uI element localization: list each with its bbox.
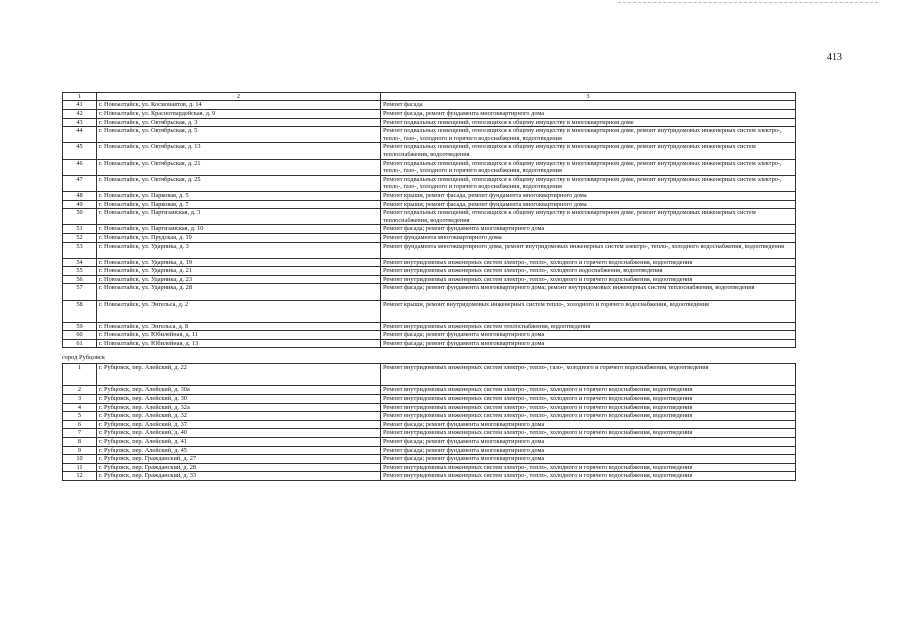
row-number: 56 xyxy=(63,275,97,284)
row-number: 60 xyxy=(63,331,97,340)
row-work: Ремонт внутридомовых инженерных систем электро-, тепло-, холодного и горячего водоснабжения, водоотведения xyxy=(381,412,796,421)
table-row xyxy=(63,322,796,331)
row-work: Ремонт крыши, ремонт внутридомовых инженерных систем тепло-, холодного и горячего водоснабжения, водоотведения xyxy=(381,300,796,322)
table-row xyxy=(63,412,796,421)
row-work: Ремонт внутридомовых инженерных систем электро-, тепло-, холодного и горячего водоснабжения, водоотведения xyxy=(381,472,796,481)
row-number: 5 xyxy=(63,412,97,421)
row-address: г. Рубцовск, пер. Гражданский, д. 28 xyxy=(97,463,381,472)
row-work: Ремонт фасада; ремонт фундамента многоквартирного дома xyxy=(381,331,796,340)
row-number: 9 xyxy=(63,446,97,455)
table-row xyxy=(63,331,796,340)
table-row xyxy=(63,233,796,242)
row-address: г. Рубцовск, пер. Алейский, д. 32а xyxy=(97,403,381,412)
row-number: 57 xyxy=(63,284,97,300)
row-work: Ремонт фасада; ремонт фундамента многоквартирного дома xyxy=(381,225,796,234)
row-address: г. Новоалтайск, ул. Октябрьская, д. 3 xyxy=(97,118,381,127)
row-number: 1 xyxy=(63,364,97,386)
row-work: Ремонт фасада; ремонт фундамента многоквартирного дома xyxy=(381,339,796,348)
row-address: г. Новоалтайск, ул. Октябрьская, д. 13 xyxy=(97,143,381,159)
row-address: г. Новоалтайск, ул. Прудская, д. 19 xyxy=(97,233,381,242)
row-number: 59 xyxy=(63,322,97,331)
row-number: 4 xyxy=(63,403,97,412)
novoaltaisk-table xyxy=(62,92,796,348)
table-row xyxy=(63,284,796,300)
row-number: 10 xyxy=(63,455,97,464)
rubtsovsk-table xyxy=(62,363,796,481)
row-work: Ремонт внутридомовых инженерных систем электро-, тепло-, холодного водоснабжения, водоотведения xyxy=(381,267,796,276)
table-row xyxy=(63,438,796,447)
table-row xyxy=(63,101,796,110)
row-address: г. Новоалтайск, ул. Юбилейная, д. 13 xyxy=(97,339,381,348)
table-row xyxy=(63,225,796,234)
section-title-rubtsovsk: город Рубцовск xyxy=(62,354,105,362)
row-address: г. Новоалтайск, ул. Октябрьская, д. 21 xyxy=(97,159,381,175)
row-number: 46 xyxy=(63,159,97,175)
row-number: 47 xyxy=(63,175,97,191)
row-number: 45 xyxy=(63,143,97,159)
row-address: г. Новоалтайск, ул. Ударника, д. 19 xyxy=(97,258,381,267)
header-col-2: 2 xyxy=(97,93,381,101)
row-address: г. Рубцовск, пер. Алейский, д. 40 xyxy=(97,429,381,438)
header-col-1: 1 xyxy=(63,93,97,101)
row-address: г. Новоалтайск, ул. Энгельса, д. 8 xyxy=(97,322,381,331)
row-work: Ремонт фасада; ремонт фундамента многоквартирного дома xyxy=(381,455,796,464)
row-work: Ремонт крыши, ремонт фасада, ремонт фундамента многоквартирного дома xyxy=(381,200,796,209)
row-address: г. Новоалтайск, ул. Парковая, д. 5 xyxy=(97,191,381,200)
table-header-row xyxy=(63,93,796,101)
row-work: Ремонт подвальных помещений, относящихся к общему имуществу в многоквартирном доме xyxy=(381,118,796,127)
row-work: Ремонт внутридомовых инженерных систем электро-, тепло-, холодного и горячего водоснабжения, водоотведения xyxy=(381,258,796,267)
row-number: 50 xyxy=(63,209,97,225)
row-address: г. Рубцовск, пер. Гражданский, д. 33 xyxy=(97,472,381,481)
row-address: г. Рубцовск, пер. Алейский, д. 45 xyxy=(97,446,381,455)
row-number: 2 xyxy=(63,386,97,395)
row-number: 42 xyxy=(63,110,97,119)
row-work: Ремонт подвальных помещений, относящихся к общему имуществу в многоквартирном доме, ремонт внутридомовых инженерных систем теплоснабжения, водоотведения xyxy=(381,209,796,225)
table-row xyxy=(63,200,796,209)
row-address: г. Рубцовск, пер. Алейский, д. 37 xyxy=(97,420,381,429)
table-row xyxy=(63,159,796,175)
row-address: г. Новоалтайск, ул. Партизанская, д. 10 xyxy=(97,225,381,234)
table-row xyxy=(63,209,796,225)
row-number: 55 xyxy=(63,267,97,276)
row-work: Ремонт внутридомовых инженерных систем электро-, тепло-, газо-, холодного и горячего водоснабжения, водоотведения xyxy=(381,364,796,386)
table-row xyxy=(63,118,796,127)
table-row xyxy=(63,463,796,472)
row-address: г. Новоалтайск, ул. Космонавтов, д. 14 xyxy=(97,101,381,110)
row-number: 51 xyxy=(63,225,97,234)
row-number: 7 xyxy=(63,429,97,438)
row-address: г. Новоалтайск, ул. Парковая, д. 7 xyxy=(97,200,381,209)
row-work: Ремонт фасада; ремонт фундамента многоквартирного дома xyxy=(381,420,796,429)
row-work: Ремонт подвальных помещений, относящихся к общему имуществу в многоквартирном доме, ремонт внутридомовых инженерных систем электро-, тепло-, газо-, холодного и горячего водоснабжения, водоотведения xyxy=(381,159,796,175)
table-row xyxy=(63,364,796,386)
table-row xyxy=(63,395,796,404)
row-address: г. Новоалтайск, ул. Ударника, д. 28 xyxy=(97,284,381,300)
table-row xyxy=(63,429,796,438)
row-number: 41 xyxy=(63,101,97,110)
table-row xyxy=(63,446,796,455)
row-address: г. Новоалтайск, ул. Партизанская, д. 3 xyxy=(97,209,381,225)
row-number: 53 xyxy=(63,242,97,258)
row-work: Ремонт внутридомовых инженерных систем электро-, тепло-, холодного и горячего водоснабжения, водоотведения xyxy=(381,429,796,438)
row-address: г. Рубцовск, пер. Гражданский, д. 27 xyxy=(97,455,381,464)
table-row xyxy=(63,242,796,258)
table-row xyxy=(63,191,796,200)
table-row xyxy=(63,143,796,159)
row-address: г. Новоалтайск, ул. Ударника, д. 3 xyxy=(97,242,381,258)
table-row xyxy=(63,175,796,191)
row-work: Ремонт внутридомовых инженерных систем электро-, тепло-, холодного и горячего водоснабжения, водоотведения xyxy=(381,395,796,404)
row-number: 48 xyxy=(63,191,97,200)
row-work: Ремонт внутридомовых инженерных систем электро-, тепло-, холодного и горячего водоснабжения, водоотведения xyxy=(381,463,796,472)
row-address: г. Новоалтайск, ул. Ударника, д. 23 xyxy=(97,275,381,284)
table-row xyxy=(63,455,796,464)
row-work: Ремонт внутридомовых инженерных систем теплоснабжения, водоотведения xyxy=(381,322,796,331)
table-row xyxy=(63,386,796,395)
table-row xyxy=(63,127,796,143)
document-sheet xyxy=(62,92,796,481)
row-work: Ремонт фасада xyxy=(381,101,796,110)
row-work: Ремонт подвальных помещений, относящихся к общему имуществу в многоквартирном доме, ремонт внутридомовых инженерных систем электро-, тепло-, газо-, холодного и горячего водоснабжения, водоотведения xyxy=(381,175,796,191)
row-work: Ремонт фасада; ремонт фундамента многоквартирного дома xyxy=(381,446,796,455)
table-row xyxy=(63,275,796,284)
row-work: Ремонт подвальных помещений, относящихся к общему имуществу в многоквартирном доме, ремонт внутридомовых инженерных систем теплоснабжения, водоотведения xyxy=(381,143,796,159)
table-row xyxy=(63,110,796,119)
row-address: г. Новоалтайск, ул. Юбилейная, д. 11 xyxy=(97,331,381,340)
row-number: 44 xyxy=(63,127,97,143)
table-row xyxy=(63,300,796,322)
table-row xyxy=(63,339,796,348)
row-address: г. Рубцовск, пер. Алейский, д. 41 xyxy=(97,438,381,447)
row-address: г. Новоалтайск, ул. Ударника, д. 21 xyxy=(97,267,381,276)
header-col-3: 3 xyxy=(381,93,796,101)
row-address: г. Новоалтайск, ул. Красногвардейская, д. 9 xyxy=(97,110,381,119)
row-work: Ремонт внутридомовых инженерных систем электро-, тепло-, холодного и горячего водоснабжения, водоотведения xyxy=(381,386,796,395)
table-row xyxy=(63,258,796,267)
row-work: Ремонт фундамента многоквартирного дома xyxy=(381,233,796,242)
row-work: Ремонт крыши, ремонт фасада, ремонт фундамента многоквартирного дома xyxy=(381,191,796,200)
row-work: Ремонт внутридомовых инженерных систем электро-, тепло-, холодного и горячего водоснабжения, водоотведения xyxy=(381,403,796,412)
scan-artifact-marks xyxy=(618,2,878,5)
row-number: 52 xyxy=(63,233,97,242)
page-number: 413 xyxy=(827,52,842,63)
row-address: г. Рубцовск, пер. Алейский, д. 32 xyxy=(97,412,381,421)
row-number: 61 xyxy=(63,339,97,348)
row-address: г. Рубцовск, пер. Алейский, д. 30а xyxy=(97,386,381,395)
table-row xyxy=(63,420,796,429)
row-address: г. Рубцовск, пер. Алейский, д. 30 xyxy=(97,395,381,404)
row-number: 12 xyxy=(63,472,97,481)
row-work: Ремонт внутридомовых инженерных систем электро-, тепло-, холодного и горячего водоснабжения, водоотведения xyxy=(381,275,796,284)
table-row xyxy=(63,267,796,276)
row-address: г. Новоалтайск, ул. Октябрьская, д. 25 xyxy=(97,175,381,191)
row-number: 3 xyxy=(63,395,97,404)
row-work: Ремонт фасада, ремонт фундамента многоквартирного дома xyxy=(381,110,796,119)
row-number: 49 xyxy=(63,200,97,209)
row-work: Ремонт фасада; ремонт фундамента многоквартирного дома; ремонт внутридомовых инженерных систем теплоснабжения, водоотведения xyxy=(381,284,796,300)
row-number: 58 xyxy=(63,300,97,322)
row-address: г. Рубцовск, пер. Алейский, д. 22 xyxy=(97,364,381,386)
row-number: 11 xyxy=(63,463,97,472)
table-row xyxy=(63,472,796,481)
row-number: 43 xyxy=(63,118,97,127)
row-number: 6 xyxy=(63,420,97,429)
row-work: Ремонт подвальных помещений, относящихся к общему имуществу в многоквартирном доме, ремонт внутридомовых инженерных систем электро-, тепло-, газо-, холодного и горячего водоснабжения, водоотведения xyxy=(381,127,796,143)
row-address: г. Новоалтайск, ул. Энгельса, д. 2 xyxy=(97,300,381,322)
row-work: Ремонт фасада; ремонт фундамента многоквартирного дома xyxy=(381,438,796,447)
table-row xyxy=(63,403,796,412)
row-address: г. Новоалтайск, ул. Октябрьская, д. 5 xyxy=(97,127,381,143)
row-work: Ремонт фундамента многоквартирного дома, ремонт внутридомовых инженерных систем электро-, тепло-, холодного водоснабжения, водоотведения xyxy=(381,242,796,258)
row-number: 54 xyxy=(63,258,97,267)
row-number: 8 xyxy=(63,438,97,447)
